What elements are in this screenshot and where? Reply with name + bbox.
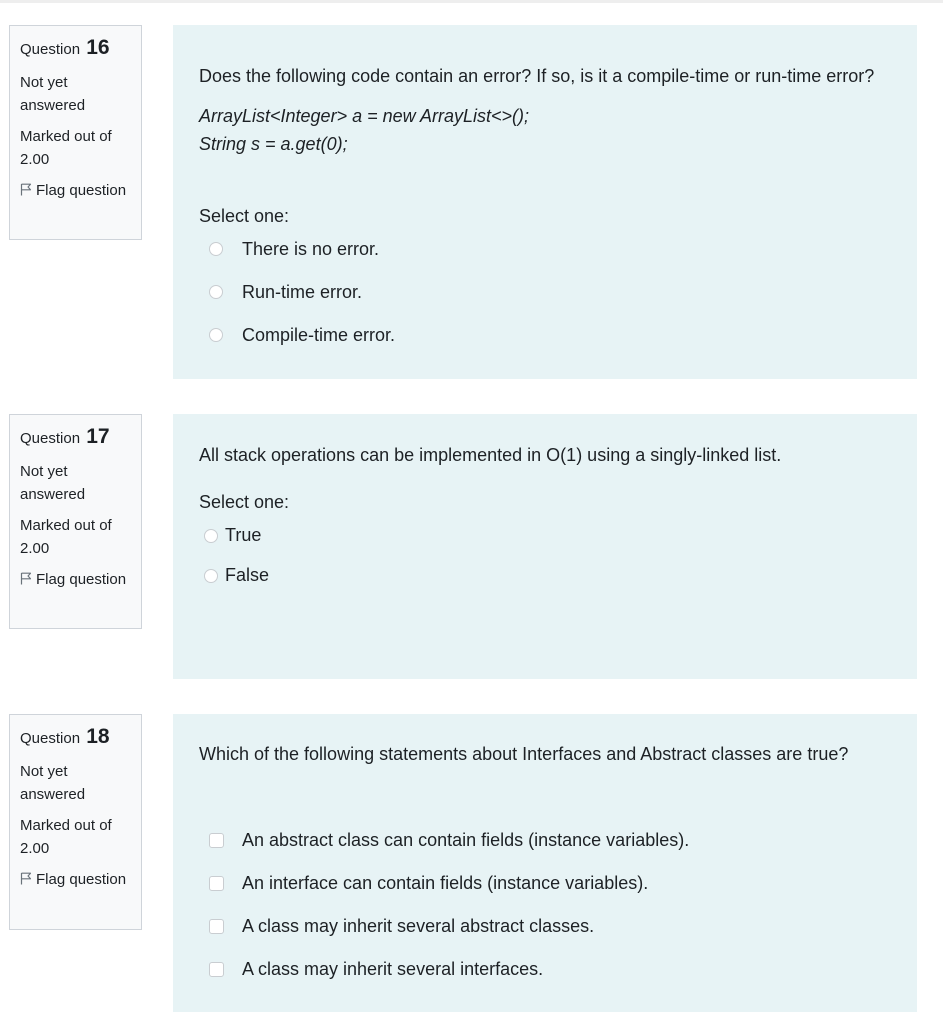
page-top-border [0,0,943,3]
option-label: An abstract class can contain fields (instance variables). [242,830,690,850]
select-one-prompt: Select one: [199,206,290,226]
flag-question-label: Flag question [36,871,127,888]
question-label: Question [20,430,81,447]
flag-question-label: Flag question [36,182,127,199]
question-number [20,424,131,452]
question-grade: Marked out of 2.00 [20,517,112,557]
radio-button[interactable] [204,569,218,583]
question-number-value: 17 [86,425,110,448]
option-label: A class may inherit several abstract classes. [242,916,595,936]
question-18-info [9,714,142,930]
flag-question-button[interactable] [20,179,131,202]
flag-question-label: Flag question [36,571,127,588]
radio-button[interactable] [204,529,218,543]
question-number-value: 16 [86,36,110,59]
checkbox[interactable] [209,919,224,934]
question-16-content [173,25,917,379]
checkbox[interactable] [209,833,224,848]
question-state: Not yet answered [20,74,86,114]
question-text: Does the following code contain an error? If so, is it a compile-time or run-time error? [199,66,875,86]
option-label: An interface can contain fields (instance variables). [242,873,649,893]
question-grade: Marked out of 2.00 [20,817,112,857]
radio-button[interactable] [209,242,223,256]
question-number-value: 18 [86,725,110,748]
option-label: A class may inherit several interfaces. [242,959,544,979]
radio-button[interactable] [209,285,223,299]
question-text: All stack operations can be implemented in O(1) using a singly-linked list. [199,445,782,465]
flag-icon [20,872,32,885]
question-16-info [9,25,142,240]
question-state: Not yet answered [20,763,86,803]
option-label: There is no error. [242,239,380,259]
flag-icon [20,183,32,196]
question-number [20,724,131,752]
radio-button[interactable] [209,328,223,342]
question-label: Question [20,730,81,747]
checkbox[interactable] [209,876,224,891]
option-label: Run-time error. [242,282,363,302]
question-grade: Marked out of 2.00 [20,128,112,168]
question-17-info [9,414,142,629]
code-line: String s = a.get(0); [199,134,348,154]
code-snippet [199,102,891,158]
flag-icon [20,572,32,585]
code-line: ArrayList<Integer> a = new ArrayList<>(); [199,106,529,126]
checkbox[interactable] [209,962,224,977]
question-text: Which of the following statements about Interfaces and Abstract classes are true? [199,744,849,764]
question-state: Not yet answered [20,463,86,503]
question-18-content [173,714,917,1012]
question-17-content [173,414,917,679]
flag-question-button[interactable] [20,568,131,591]
option-label: True [225,525,262,545]
option-label: Compile-time error. [242,325,396,345]
question-label: Question [20,41,81,58]
option-label: False [225,565,270,585]
flag-question-button[interactable] [20,868,131,891]
question-number [20,35,131,63]
select-one-prompt: Select one: [199,492,290,512]
